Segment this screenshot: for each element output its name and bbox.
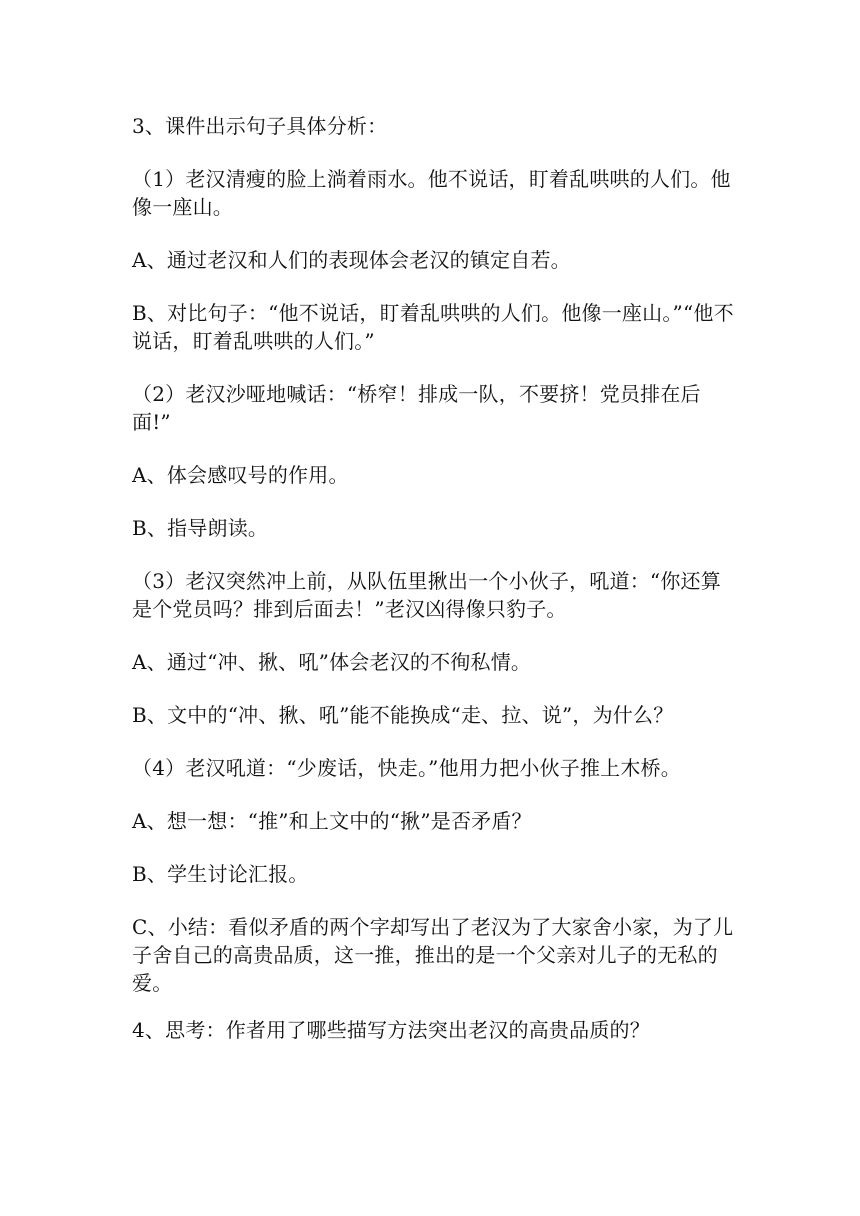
step-3-heading: 3、课件出示句子具体分析： xyxy=(132,114,388,138)
sentence-4-point-a: A、想一想：“推”和上文中的“揪”是否矛盾？ xyxy=(132,809,532,833)
sentence-3-point-a: A、通过“冲、揪、吼”体会老汉的不徇私情。 xyxy=(132,650,532,674)
sentence-4: （4）老汉吼道：“少废话，快走。”他用力把小伙子推上木桥。 xyxy=(132,756,681,780)
sentence-2: （2）老汉沙哑地喊话：“桥窄！排成一队，不要挤！党员排在后面!” xyxy=(132,382,701,434)
sentence-1-point-a: A、通过老汉和人们的表现体会老汉的镇定自若。 xyxy=(132,248,571,272)
sentence-1: （1）老汉清瘦的脸上淌着雨水。他不说话，盯着乱哄哄的人们。他像一座山。 xyxy=(132,167,731,219)
sentence-4-point-b: B、学生讨论汇报。 xyxy=(132,862,309,886)
step-4-question: 4、思考：作者用了哪些描写方法突出老汉的高贵品质的？ xyxy=(132,1018,650,1042)
sentence-1-point-b: B、对比句子：“他不说话，盯着乱哄哄的人们。他像一座山。”“他不说话，盯着乱哄哄的人们。” xyxy=(132,301,734,353)
sentence-4-summary: C、小结：看似矛盾的两个字却写出了老汉为了大家舍小家，为了儿子舍自己的高贵品质，这一推，推出的是一个父亲对儿子的无私的爱。 xyxy=(132,915,734,995)
sentence-2-point-a: A、体会感叹号的作用。 xyxy=(132,463,349,487)
sentence-2-point-b: B、指导朗读。 xyxy=(132,516,269,540)
sentence-3: （3）老汉突然冲上前，从队伍里揪出一个小伙子，吼道：“你还算是个党员吗？排到后面去！”老汉凶得像只豹子。 xyxy=(132,569,721,621)
sentence-3-point-b: B、文中的“冲、揪、吼”能不能换成“走、拉、说”，为什么？ xyxy=(132,703,674,727)
